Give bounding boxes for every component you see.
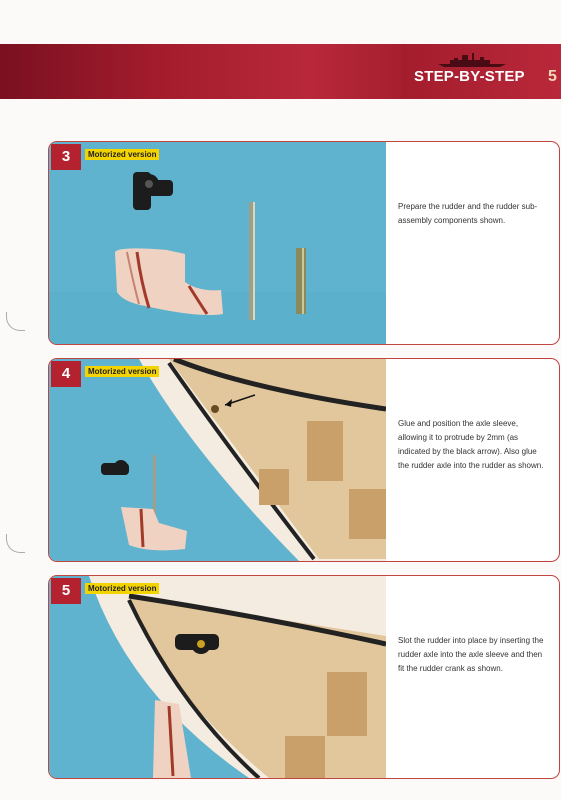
step-description: Glue and position the axle sleeve, allowing it to protrude by 2mm (as indicated by the black arrow). Also glue the rudder axle into the rudder as shown. bbox=[398, 419, 544, 470]
rudder-parts-photo bbox=[49, 142, 386, 344]
punch-hole-mark bbox=[6, 312, 25, 331]
version-badge: Motorized version bbox=[85, 583, 159, 594]
step-photo bbox=[49, 359, 386, 561]
step-description: Slot the rudder into place by inserting the rudder axle into the axle sleeve and then fit the rudder crank as shown. bbox=[398, 636, 544, 673]
step-number: 5 bbox=[51, 578, 81, 604]
battleship-icon bbox=[436, 52, 508, 68]
punch-hole-mark bbox=[6, 534, 25, 553]
step-number: 4 bbox=[51, 361, 81, 387]
step-photo bbox=[49, 576, 386, 778]
step-card-4 bbox=[48, 358, 560, 562]
step-photo bbox=[49, 142, 386, 344]
step-card-5 bbox=[48, 575, 560, 779]
axle-sleeve bbox=[296, 248, 306, 314]
step-card-3 bbox=[48, 141, 560, 345]
step-number: 3 bbox=[51, 144, 81, 170]
version-badge: Motorized version bbox=[85, 366, 159, 377]
hull-rudder-fitted-photo bbox=[49, 576, 386, 778]
axle-sleeve-marker bbox=[211, 405, 219, 413]
page-number: 5 bbox=[548, 68, 557, 85]
section-title: STEP-BY-STEP bbox=[414, 68, 525, 85]
step-description: Prepare the rudder and the rudder sub-assembly components shown. bbox=[398, 202, 538, 225]
version-badge: Motorized version bbox=[85, 149, 159, 160]
rudder-axle bbox=[153, 455, 156, 519]
hull-stern-photo bbox=[49, 359, 386, 561]
